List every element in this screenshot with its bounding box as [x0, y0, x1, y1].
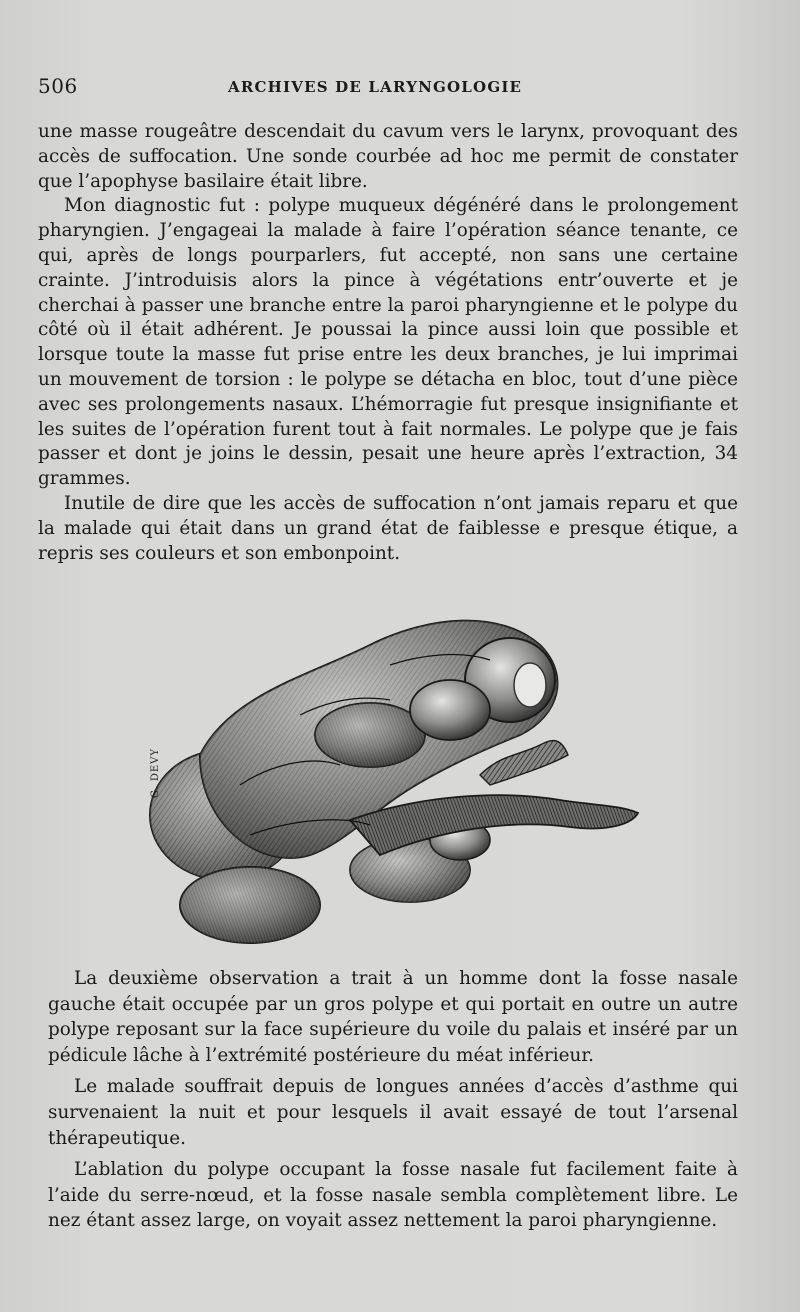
- pedicle-stalk: [350, 795, 638, 855]
- polyp-illustration: [140, 605, 645, 950]
- paragraph-continuation: une masse rougeâtre descendait du cavum vers le larynx, provoquant des accès de suffocation. Une sonde courbée ad hoc me permit de constater que l’apophyse basilaire était libre.: [38, 121, 738, 192]
- paragraph-ablation: L’ablation du polype occupant la fosse nasale fut facilement faite à l’aide du serre-nœud, et la fosse nasale sembla complètement libre. Le nez étant assez large, on voyait assez nettement la paroi pharyngienne.: [48, 1159, 738, 1232]
- paragraph-diagnosis: Mon diagnostic fut : polype muqueux dégénéré dans le prolongement pharyngien. J’engageai la malade à faire l’opération séance tenante, ce qui, après de longs pourparlers, fut accepté, non sans une certaine crainte. J’introduisis alors la pince à végétations entr’ouverte et je cherchai à passer une branche entre la paroi pharyngienne et le polype du côté où il était adhérent. Je poussai la pince aussi loin que possible et lorsque toute la masse fut prise entre les deux branches, je lui imprimai un mouvement de torsion : le polype se détacha en bloc, tout d’une pièce avec ses prolongements nasaux. L’hémorragie fut presque insignifiante et les suites de l’opération furent tout à fait normales. Le polype que je fais passer et dont je joins le dessin, pesait une heure après l’extraction, 34 grammes.: [38, 195, 738, 490]
- paragraph-asthma: Le malade souffrait depuis de longues années d’accès d’asthme qui survenaient la nuit et pour lesquels il avait essayé de tout l’arsenal thérapeutique.: [48, 1076, 738, 1149]
- bottom-text-block: [48, 966, 738, 1234]
- top-text-block: [38, 120, 738, 566]
- page-header: [38, 74, 758, 104]
- page-number: 506: [38, 74, 78, 98]
- paragraph-outcome: Inutile de dire que les accès de suffocation n’ont jamais reparu et que la malade qui était dans un grand état de faiblesse e presque étique, a repris ses couleurs et son embonpoint.: [38, 492, 738, 564]
- polyp-engraving: [140, 605, 645, 950]
- running-title: ARCHIVES DE LARYNGOLOGIE: [228, 78, 523, 96]
- paragraph-second-observation: La deuxième observation a trait à un homme dont la fosse nasale gauche était occupée par un gros polype et qui portait en outre un autre polype reposant sur la face supérieure du voile du palais et inséré par un pédicule lâche à l’extrémité postérieure du méat inférieur.: [48, 968, 738, 1066]
- engraver-signature: G. DEVY: [150, 748, 161, 799]
